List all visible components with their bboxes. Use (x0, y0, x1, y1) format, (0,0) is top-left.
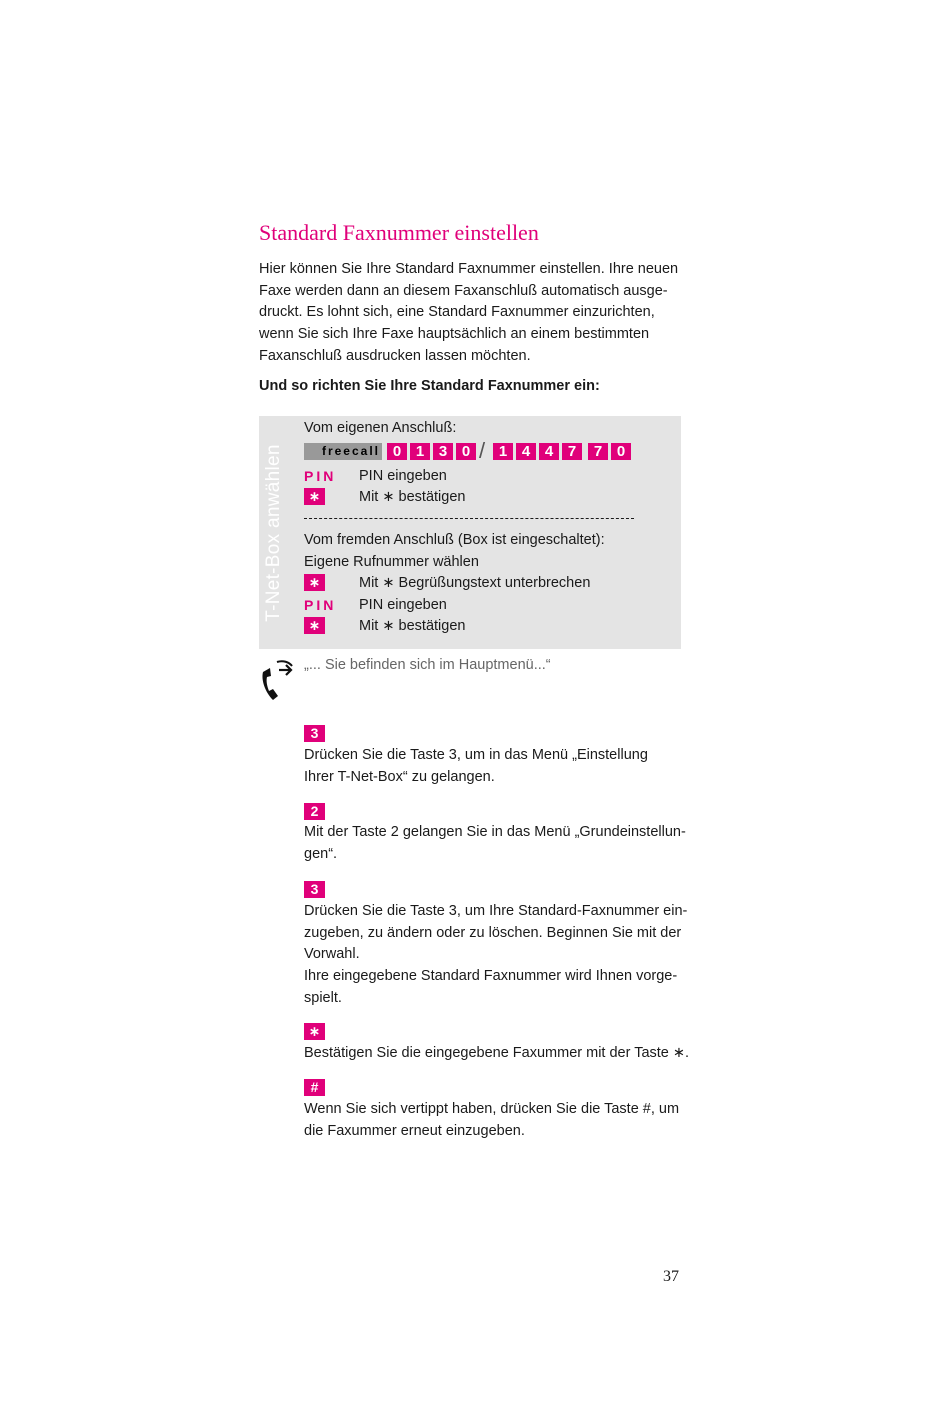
step-key: # (304, 1079, 325, 1096)
star-key: ∗ (304, 617, 325, 634)
box-side-label (259, 416, 289, 649)
dial-digit: 7 (588, 443, 608, 460)
phone-call-icon (259, 658, 295, 702)
confirm-instruction: Mit ∗ bestätigen (359, 618, 466, 634)
intro-line: Faxanschluß ausdrucken lassen möchten. (259, 347, 531, 364)
step-description (304, 745, 648, 788)
step-description (304, 1099, 679, 1142)
foreign-connection-heading: Vom fremden Anschluß (Box ist eingeschaltet): (304, 532, 605, 548)
step-line: Mit der Taste 2 gelangen Sie in das Menü „Grundeinstellun- (304, 824, 686, 840)
dial-digit: 7 (562, 443, 582, 460)
page-number: 37 (663, 1268, 679, 1285)
step-line: die Faxummer erneut einzugeben. (304, 1122, 525, 1139)
intro-line: wenn Sie sich Ihre Faxe hauptsächlich an einem bestimmten (259, 326, 650, 343)
interrupt-instruction: Mit ∗ Begrüßungstext unterbrechen (359, 575, 591, 591)
step-line: Bestätigen Sie die eingegebene Faxummer mit der Taste ∗. (304, 1045, 690, 1061)
section-subheading: Und so richten Sie Ihre Standard Faxnummer ein: (259, 378, 600, 394)
dial-own-number-instruction: Eigene Rufnummer wählen (304, 554, 479, 570)
step-line: Ihre eingegebene Standard Faxnummer wird Ihnen vorge- (304, 968, 678, 985)
freecall-badge: freecall (304, 443, 382, 460)
step-description (304, 1043, 689, 1065)
step-description (304, 822, 686, 865)
step-line: spielt. (304, 989, 342, 1006)
dial-digit: 4 (539, 443, 559, 460)
intro-line: Faxe werden dann an diesem Faxanschluß automatisch ausge- (259, 282, 668, 299)
side-label-text: T-Net-Box anwählen (263, 443, 285, 622)
confirm-instruction: Mit ∗ bestätigen (359, 489, 466, 505)
pin-instruction: PIN eingeben (359, 468, 447, 484)
dial-digit: 0 (456, 443, 476, 460)
dial-digit: 0 (611, 443, 631, 460)
step-key: 3 (304, 881, 325, 898)
dial-digit: 3 (433, 443, 453, 460)
dial-digit: 4 (516, 443, 536, 460)
step-line: Vorwahl. (304, 946, 360, 963)
step-key: ∗ (304, 1023, 325, 1040)
main-menu-quote: „... Sie befinden sich im Hauptmenü...“ (304, 657, 551, 673)
step-description (304, 901, 687, 1010)
step-line: zugeben, zu ändern oder zu löschen. Beginnen Sie mit der (304, 924, 682, 941)
step-key: 2 (304, 803, 325, 820)
step-line: Drücken Sie die Taste 3, um in das Menü „Einstellung (304, 747, 648, 763)
dial-digit: 1 (493, 443, 513, 460)
divider (304, 518, 634, 519)
dial-digit: 1 (410, 443, 430, 460)
star-key: ∗ (304, 574, 325, 591)
step-line: Ihrer T-Net-Box“ zu gelangen. (304, 768, 495, 785)
own-connection-heading: Vom eigenen Anschluß: (304, 420, 457, 436)
pin-instruction: PIN eingeben (359, 597, 447, 613)
intro-line: Hier können Sie Ihre Standard Faxnummer einstellen. Ihre neuen (259, 261, 679, 277)
intro-line: druckt. Es lohnt sich, eine Standard Faxnummer einzurichten, (259, 304, 655, 321)
step-line: Wenn Sie sich vertippt haben, drücken Sie die Taste #, um (304, 1101, 680, 1117)
page-title: Standard Faxnummer einstellen (259, 220, 539, 245)
dial-digit: 0 (387, 443, 407, 460)
star-key: ∗ (304, 488, 325, 505)
pin-key-label: PIN (304, 597, 337, 613)
number-separator: / (479, 438, 486, 463)
intro-paragraph (259, 259, 689, 368)
step-key: 3 (304, 725, 325, 742)
pin-key-label: PIN (304, 468, 337, 484)
step-line: Drücken Sie die Taste 3, um Ihre Standard-Faxnummer ein- (304, 903, 688, 919)
step-line: gen“. (304, 845, 338, 862)
